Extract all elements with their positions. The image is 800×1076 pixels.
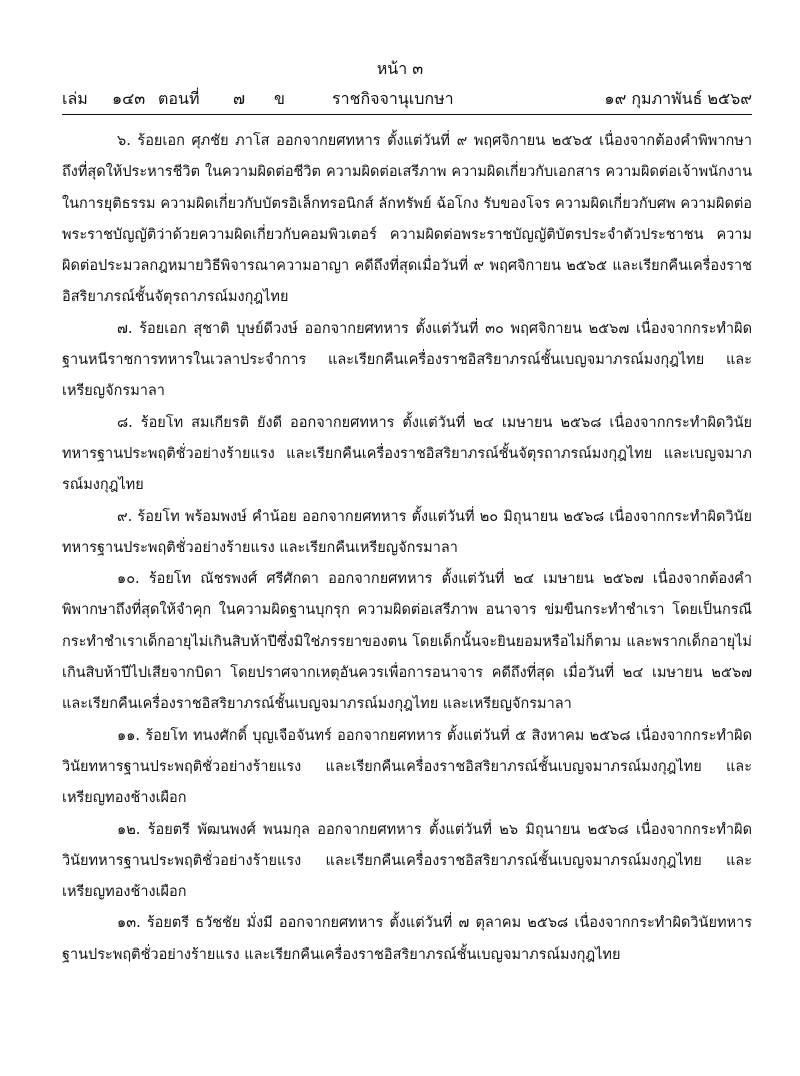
gazette-header [62,88,752,112]
volume-number: ๑๔๓ [112,89,146,108]
announcement-body [62,126,752,971]
list-item: ๑๒. ร้อยตรี พัฒนพงศ์ พนมกุล ออกจากยศทหาร ตั้งแต่วันที่ ๒๖ มิถุนายน ๒๕๖๘ เนื่องจากกระทำผิดวินัยทหารฐานประพฤติชั่วอย่างร้ายแรง และเรียกคืนเครื่องราชอิสริยาภรณ์ชั้นเบญจมาภรณ์มงกุฎไทย และเหรียญทองช้างเผือก [62,821,752,901]
list-item: ๑๑. ร้อยโท ทนงศักดิ์ บุญเจือจันทร์ ออกจากยศทหาร ตั้งแต่วันที่ ๕ สิงหาคม ๒๕๖๘ เนื่องจากกระทำผิดวินัยทหารฐานประพฤติชั่วอย่างร้ายแรง และเรียกคืนเครื่องราชอิสริยาภรณ์ชั้นเบญจมาภรณ์มงกุฎไทย และเหรียญทองช้างเผือก [62,727,752,807]
volume-label: เล่ม [62,89,88,108]
list-item: ๖. ร้อยเอก ศุภชัย ภาโส ออกจากยศทหาร ตั้งแต่วันที่ ๙ พฤศจิกายน ๒๕๖๕ เนื่องจากต้องคำพิพากษาถึงที่สุดให้ประหารชีวิต ในความผิดต่อชีวิต ความผิดต่อเสรีภาพ ความผิดเกี่ยวกับเอกสาร ความผิดต่อเจ้าพนักงานในการยุติธรรม ความผิดเกี่ยวกับบัตรอิเล็กทรอนิกส์ ลักทรัพย์ ฉ้อโกง รับของโจร ความผิดเกี่ยวกับศพ ความผิดต่อพระราชบัญญัติว่าด้วยความผิดเกี่ยวกับคอมพิวเตอร์ ความผิดต่อพระราชบัญญัติบัตรประจำตัวประชาชน ความผิดต่อประมวลกฎหมายวิธีพิจารณาความอาญา คดีถึงที่สุดเมื่อวันที่ ๙ พฤศจิกายน ๒๕๖๕ และเรียกคืนเครื่องราชอิสริยาภรณ์ชั้นจัตุรถาภรณ์มงกุฎไทย [62,133,752,306]
publication-date: ๑๙ กุมภาพันธ์ ๒๕๖๙ [604,89,752,108]
header-divider [62,114,752,115]
list-item: ๑๐. ร้อยโท ณัชรพงศ์ ศรีศักดา ออกจากยศทหาร ตั้งแต่วันที่ ๒๔ เมษายน ๒๕๖๗ เนื่องจากต้องคำพิพากษาถึงที่สุดให้จำคุก ในความผิดฐานบุกรุก ความผิดต่อเสรีภาพ อนาจาร ข่มขืนกระทำชำเรา โดยเป็นกรณีกระทำชำเราเด็กอายุไม่เกินสิบห้าปีซึ่งมิใช่ภรรยาของตน โดยเด็กนั้นจะยินยอมหรือไม่ก็ตาม และพรากเด็กอายุไม่เกินสิบห้าปีไปเสียจากบิดา โดยปราศจากเหตุอันควรเพื่อการอนาจาร คดีถึงที่สุด เมื่อวันที่ ๒๔ เมษายน ๒๕๖๗ และเรียกคืนเครื่องราชอิสริยาภรณ์ชั้นเบญจมาภรณ์มงกุฎไทย และเหรียญจักรมาลา [62,571,752,713]
list-item: ๘. ร้อยโท สมเกียรติ ยังดี ออกจากยศทหาร ตั้งแต่วันที่ ๒๔ เมษายน ๒๕๖๘ เนื่องจากกระทำผิดวินัยทหารฐานประพฤติชั่วอย่างร้ายแรง และเรียกคืนเครื่องราชอิสริยาภรณ์ชั้นจัตุรถาภรณ์มงกุฎไทย และเบญจมาภรณ์มงกุฎไทย [62,414,752,494]
list-item: ๙. ร้อยโท พร้อมพงษ์ คำน้อย ออกจากยศทหาร ตั้งแต่วันที่ ๒๐ มิถุนายน ๒๕๖๘ เนื่องจากกระทำผิดวินัยทหารฐานประพฤติชั่วอย่างร้ายแรง และเรียกคืนเหรียญจักรมาลา [62,508,752,556]
section-letter: ข [274,89,285,108]
part-label: ตอนที่ [158,89,200,108]
journal-title: ราชกิจจานุเบกษา [332,89,454,108]
list-item: ๗. ร้อยเอก สุชาติ บุษย์ดีวงษ์ ออกจากยศทหาร ตั้งแต่วันที่ ๓๐ พฤศจิกายน ๒๕๖๗ เนื่องจากกระทำผิดฐานหนีราชการทหารในเวลาประจำการ และเรียกคืนเครื่องราชอิสริยาภรณ์ชั้นเบญจมาภรณ์มงกุฎไทย และเหรียญจักรมาลา [62,320,752,400]
page-number: หน้า ๓ [376,59,424,78]
list-item: ๑๓. ร้อยตรี ธวัชชัย มั่งมี ออกจากยศทหาร ตั้งแต่วันที่ ๗ ตุลาคม ๒๕๖๘ เนื่องจากกระทำผิดวินัยทหารฐานประพฤติชั่วอย่างร้ายแรง และเรียกคืนเครื่องราชอิสริยาภรณ์ชั้นเบญจมาภรณ์มงกุฎไทย [62,915,752,963]
part-number: ๗ [233,89,246,108]
